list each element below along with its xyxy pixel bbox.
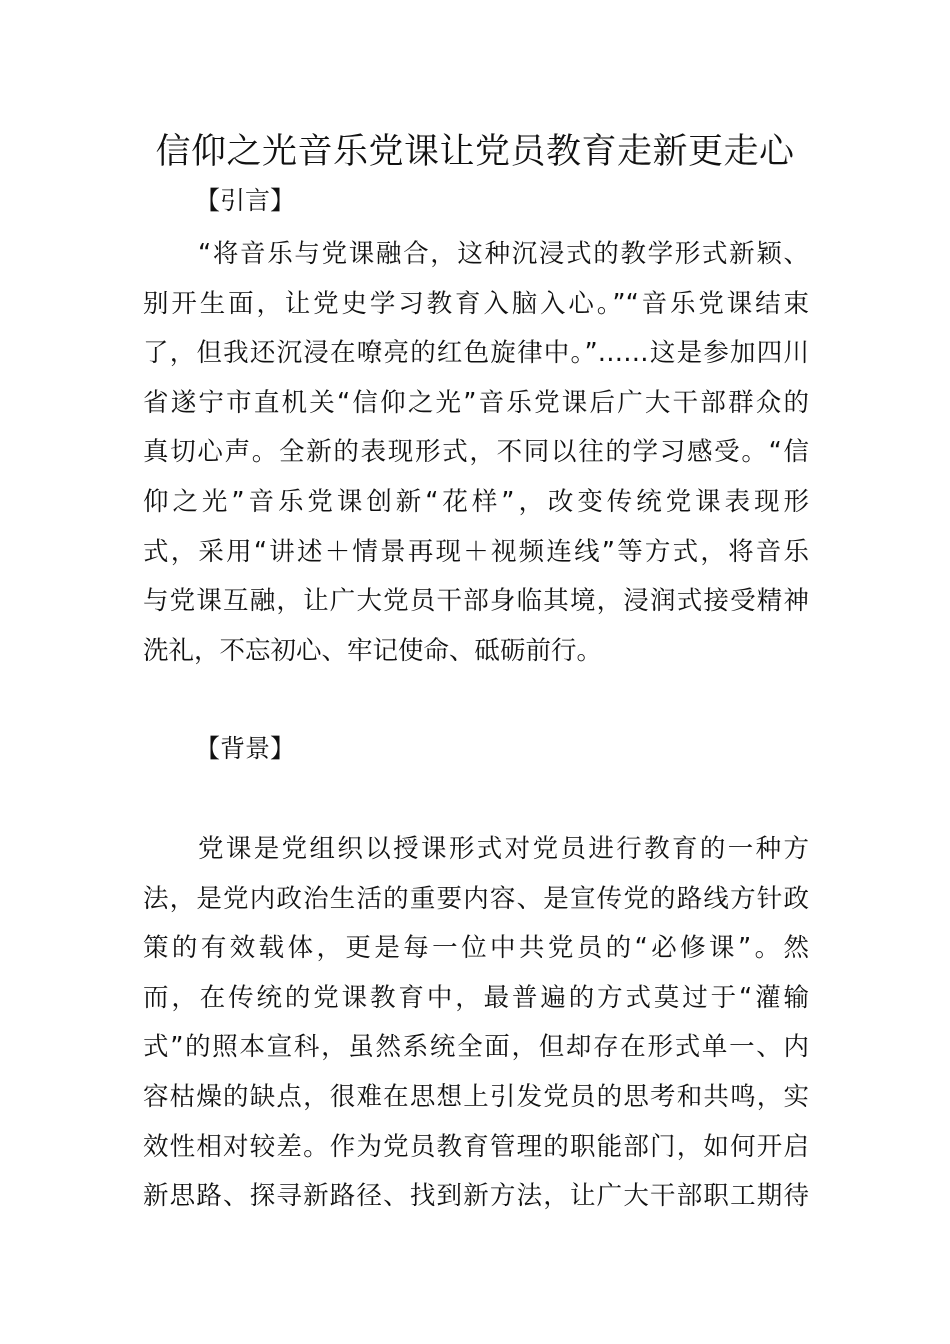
paragraph-line: 省遂宁市直机关“信仰之光”音乐党课后广大干部群众的 — [143, 387, 809, 418]
paragraph-line: 新思路、探寻新路径、找到新方法，让广大干部职工期待 — [143, 1181, 809, 1212]
paragraph-line: 了，但我还沉浸在嘹亮的红色旋律中。”……这是参加四川 — [143, 338, 809, 369]
paragraph-line: 法，是党内政治生活的重要内容、是宣传党的路线方针政 — [143, 883, 809, 914]
paragraph-line: 仰之光”音乐党课创新“花样”，改变传统党课表现形 — [143, 486, 809, 517]
paragraph-line: 容枯燥的缺点，很难在思想上引发党员的思考和共鸣，实 — [143, 1081, 809, 1112]
paragraph-line: “将音乐与党课融合，这种沉浸式的教学形式新颖、 — [198, 239, 809, 269]
paragraph-line: 而，在传统的党课教育中，最普遍的方式莫过于“灌输 — [143, 982, 809, 1013]
intro-paragraph — [143, 230, 809, 676]
paragraph-line: 真切心声。全新的表现形式，不同以往的学习感受。“信 — [143, 437, 809, 468]
paragraph-line: 与党课互融，让广大党员干部身临其境，浸润式接受精神 — [143, 586, 809, 617]
paragraph-line: 洗礼，不忘初心、牢记使命、砥砺前行。 — [143, 635, 603, 666]
paragraph-line: 别开生面，让党史学习教育入脑入心。”“音乐党课结束 — [143, 288, 809, 319]
paragraph-line: 式，采用“讲述＋情景再现＋视频连线”等方式，将音乐 — [143, 536, 809, 567]
section-heading-intro: 【引言】 — [195, 186, 296, 215]
paragraph-line: 策的有效载体，更是每一位中共党员的“必修课”。然 — [143, 933, 809, 964]
paragraph-line: 效性相对较差。作为党员教育管理的职能部门，如何开启 — [143, 1131, 809, 1162]
background-paragraph — [143, 825, 809, 1222]
paragraph-line: 党课是党组织以授课形式对党员进行教育的一种方 — [198, 834, 809, 864]
section-heading-background: 【背景】 — [195, 734, 296, 763]
document-title: 信仰之光音乐党课让党员教育走新更走心 — [155, 132, 795, 172]
paragraph-line: 式”的照本宣科，虽然系统全面，但却存在形式单一、内 — [143, 1032, 809, 1063]
